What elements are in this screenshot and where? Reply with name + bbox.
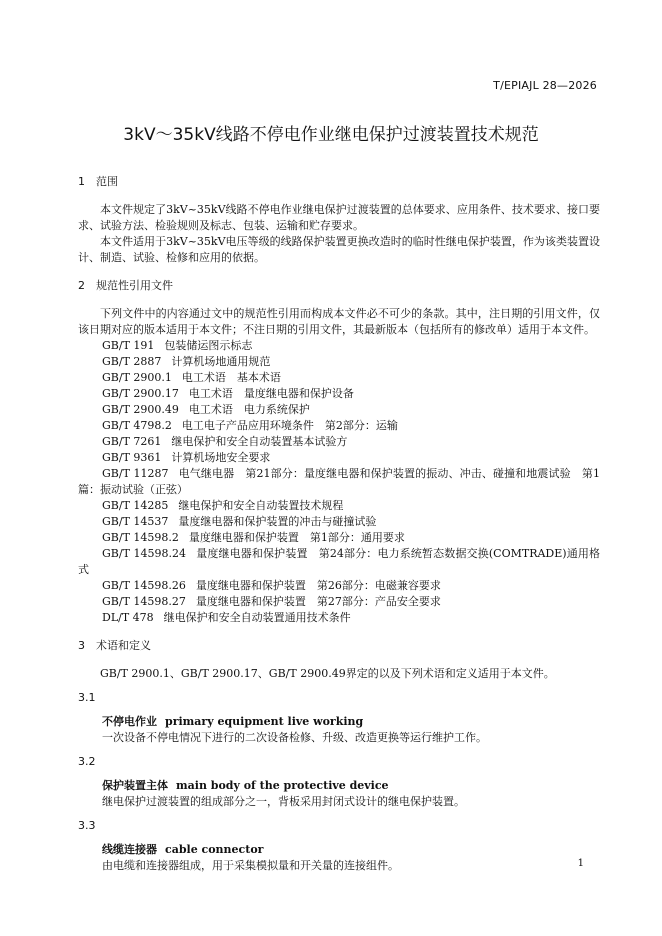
- term-definition: 一次设备不停电情况下进行的二次设备检修、升级、改造更换等运行维护工作。: [102, 731, 487, 744]
- section-3-heading: [78, 636, 600, 656]
- term-number: 3.3: [78, 819, 96, 832]
- reference-item: GB/T 14598.27 量度继电器和保护装置 第27部分：产品安全要求: [102, 595, 441, 608]
- term-title: 线缆连接器 cable connector: [102, 843, 264, 856]
- term-definition: 由电缆和连接器组成，用于采集模拟量和开关量的连接组件。: [102, 859, 399, 872]
- section-number: 1: [78, 175, 85, 188]
- term-title: 保护装置主体 main body of the protective device: [102, 779, 389, 792]
- reference-item: GB/T 4798.2 电工电子产品应用环境条件 第2部分：运输: [102, 419, 398, 432]
- scope-paragraph-2: 本文件适用于3kV~35kV电压等级的线路保护装置更换改造时的临时性继电保护装置，作为该类装置设计、制造、试验、检修和应用的依据。: [78, 235, 600, 264]
- document-body: [78, 172, 600, 874]
- reference-item: GB/T 14537 量度继电器和保护装置的冲击与碰撞试验: [102, 515, 377, 528]
- reference-item: GB/T 14598.26 量度继电器和保护装置 第26部分：电磁兼容要求: [102, 579, 441, 592]
- reference-item: GB/T 11287 电气继电器 第21部分：量度继电器和保护装置的振动、冲击、碰撞和地震试验 第1篇：振动试验（正弦）: [78, 467, 601, 496]
- section-1-heading: [78, 172, 600, 192]
- scope-paragraph-1: 本文件规定了3kV~35kV线路不停电作业继电保护过渡装置的总体要求、应用条件、技术要求、接口要求、试验方法、检验规则及标志、包装、运输和贮存要求。: [78, 203, 600, 232]
- section-title: 术语和定义: [96, 639, 151, 652]
- document-title: 3kV～35kV线路不停电作业继电保护过渡装置技术规范: [123, 125, 539, 145]
- reference-item: GB/T 14598.2 量度继电器和保护装置 第1部分：通用要求: [102, 531, 405, 544]
- section-title: 规范性引用文件: [96, 279, 173, 292]
- reference-item: GB/T 2900.49 电工术语 电力系统保护: [102, 403, 310, 416]
- section-title: 范围: [96, 175, 118, 188]
- references-intro: 下列文件中的内容通过文中的规范性引用而构成本文件必不可少的条款。其中，注日期的引用文件，仅该日期对应的版本适用于本文件；不注日期的引用文件，其最新版本（包括所有的修改单）适用于本文件。: [78, 307, 600, 336]
- reference-item: GB/T 2900.17 电工术语 量度继电器和保护设备: [102, 387, 354, 400]
- reference-item: GB/T 2887 计算机场地通用规范: [102, 355, 271, 368]
- reference-item: GB/T 14285 继电保护和安全自动装置技术规程: [102, 499, 344, 512]
- section-2-heading: [78, 276, 600, 296]
- terms-intro: GB/T 2900.1、GB/T 2900.17、GB/T 2900.49界定的以及下列术语和定义适用于本文件。: [100, 667, 555, 680]
- reference-item: GB/T 7261 继电保护和安全自动装置基本试验方: [102, 435, 348, 448]
- header-code: T/EPIAJL 28—2026: [493, 79, 597, 92]
- reference-item: GB/T 2900.1 电工术语 基本术语: [102, 371, 281, 384]
- page-number: 1: [577, 858, 584, 869]
- reference-item: GB/T 191 包装储运图示标志: [102, 339, 253, 352]
- reference-item: GB/T 14598.24 量度继电器和保护装置 第24部分：电力系统暂态数据交换(COMTRADE)通用格式: [78, 547, 600, 576]
- section-number: 3: [78, 639, 85, 652]
- section-number: 2: [78, 279, 85, 292]
- term-number: 3.1: [78, 691, 96, 704]
- reference-item: GB/T 9361 计算机场地安全要求: [102, 451, 271, 464]
- term-definition: 继电保护过渡装置的组成部分之一，背板采用封闭式设计的继电保护装置。: [102, 795, 465, 808]
- term-title: 不停电作业 primary equipment live working: [102, 715, 364, 728]
- reference-item: DL/T 478 继电保护和安全自动装置通用技术条件: [102, 611, 351, 624]
- term-number: 3.2: [78, 755, 96, 768]
